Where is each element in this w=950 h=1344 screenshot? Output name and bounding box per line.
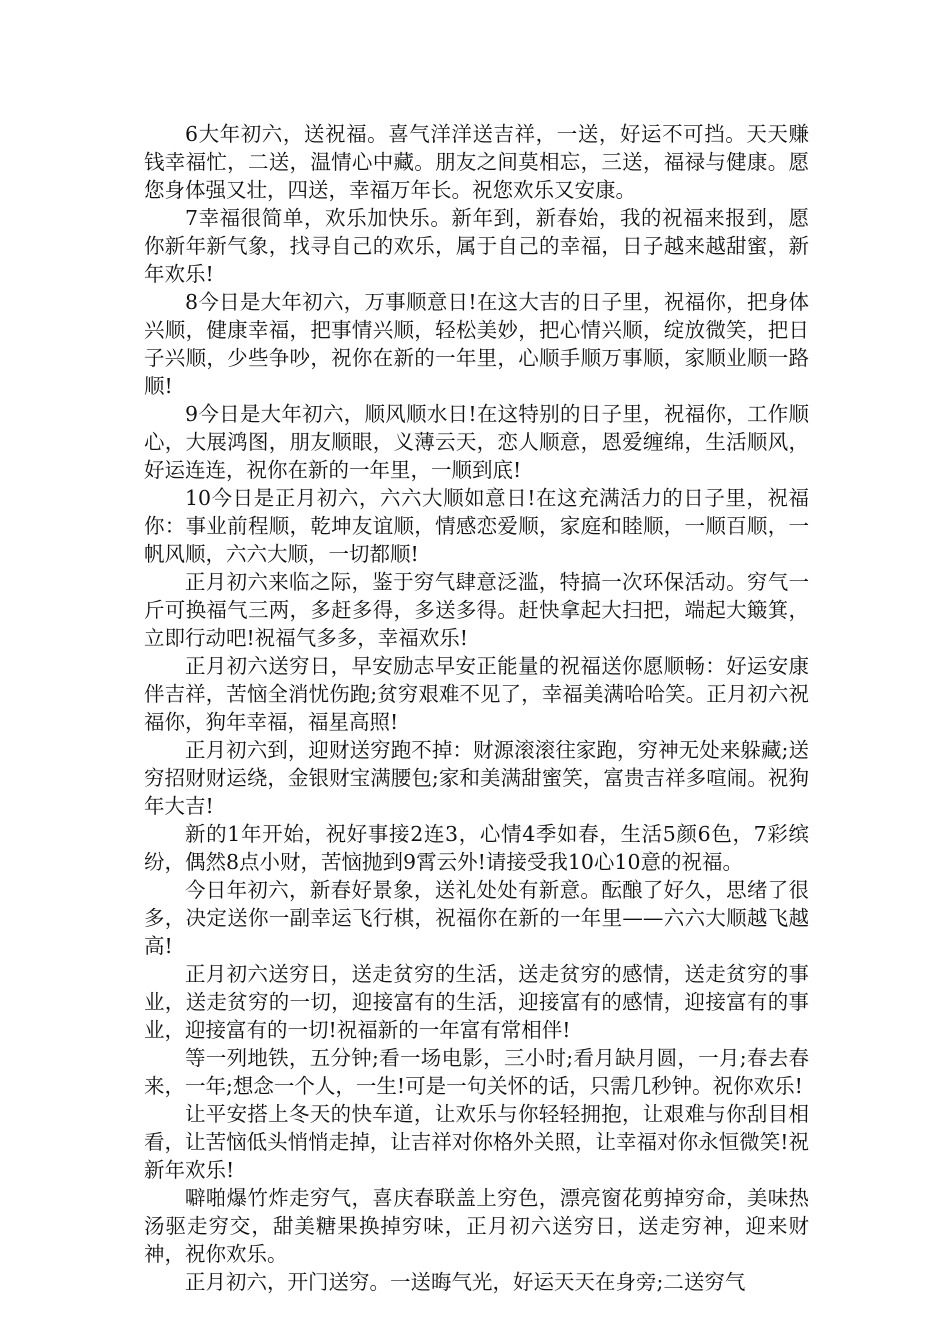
paragraph-11: 正月初六送穷日，送走贫穷的生活，送走贫穷的感情，送走贫穷的事业，送走贫穷的一切，迎接富有的生活，迎接富有的感情，迎接富有的事业，迎接富有的一切!祝福新的一年富有常相伴! [144,962,809,1042]
paragraph-6: 正月初六来临之际，鉴于穷气肆意泛滥，特搞一次环保活动。穷气一斤可换福气三两，多赶多得，多送多得。赶快拿起大扫把，端起大簸箕，立即行动吧!祝福气多多，幸福欢乐! [144,570,809,650]
paragraph-13: 让平安搭上冬天的快车道，让欢乐与你轻轻拥抱，让艰难与你刮目相看，让苦恼低头悄悄走掉，让吉祥对你格外关照，让幸福对你永恒微笑!祝新年欢乐! [144,1102,809,1182]
paragraph-4: 9今日是大年初六，顺风顺水日!在这特别的日子里，祝福你，工作顺心，大展鸿图，朋友顺眼，义薄云天，恋人顺意，恩爱缠绵，生活顺风，好运连连，祝你在新的一年里，一顺到底! [144,402,809,482]
paragraph-15: 正月初六，开门送穷。一送晦气光，好运天天在身旁;二送穷气 [185,1270,746,1294]
document-body [144,120,809,1296]
paragraph-5: 10今日是正月初六，六六大顺如意日!在这充满活力的日子里，祝福你：事业前程顺，乾坤友谊顺，情感恋爱顺，家庭和睦顺，一顺百顺，一帆风顺，六六大顺，一切都顺! [144,486,809,566]
paragraph-7: 正月初六送穷日，早安励志早安正能量的祝福送你愿顺畅：好运安康伴吉祥，苦恼全消忧伤跑;贫穷艰难不见了，幸福美满哈哈笑。正月初六祝福你，狗年幸福，福星高照! [144,654,809,734]
paragraph-9: 新的1年开始，祝好事接2连3，心情4季如春，生活5颜6色，7彩缤纷，偶然8点小财，苦恼抛到9霄云外!请接受我10心10意的祝福。 [144,822,809,874]
paragraph-14: 噼啪爆竹炸走穷气，喜庆春联盖上穷色，漂亮窗花剪掉穷命，美味热汤驱走穷交，甜美糖果换掉穷味，正月初六送穷日，送走穷神，迎来财神，祝你欢乐。 [144,1186,809,1266]
paragraph-1: 6大年初六，送祝福。喜气洋洋送吉祥，一送，好运不可挡。天天赚钱幸福忙，二送，温情心中藏。朋友之间莫相忘，三送，福禄与健康。愿您身体强又壮，四送，幸福万年长。祝您欢乐又安康。 [144,122,809,202]
paragraph-12: 等一列地铁，五分钟;看一场电影，三小时;看月缺月圆，一月;春去春来，一年;想念一个人，一生!可是一句关怀的话，只需几秒钟。祝你欢乐! [144,1046,809,1098]
paragraph-3: 8今日是大年初六，万事顺意日!在这大吉的日子里，祝福你，把身体兴顺，健康幸福，把事情兴顺，轻松美妙，把心情兴顺，绽放微笑，把日子兴顺，少些争吵，祝你在新的一年里，心顺手顺万事顺，家顺业顺一路顺! [144,290,809,398]
paragraph-10: 今日年初六，新春好景象，送礼处处有新意。酝酿了好久，思绪了很多，决定送你一副幸运飞行棋，祝福你在新的一年里——六六大顺越飞越高! [144,878,809,958]
paragraph-2: 7幸福很简单，欢乐加快乐。新年到，新春始，我的祝福来报到，愿你新年新气象，找寻自己的欢乐，属于自己的幸福，日子越来越甜蜜，新年欢乐! [144,206,809,286]
paragraph-8: 正月初六到，迎财送穷跑不掉：财源滚滚往家跑，穷神无处来躲藏;送穷招财财运绕，金银财宝满腰包;家和美满甜蜜笑，富贵吉祥多喧闹。祝狗年大吉! [144,738,809,818]
